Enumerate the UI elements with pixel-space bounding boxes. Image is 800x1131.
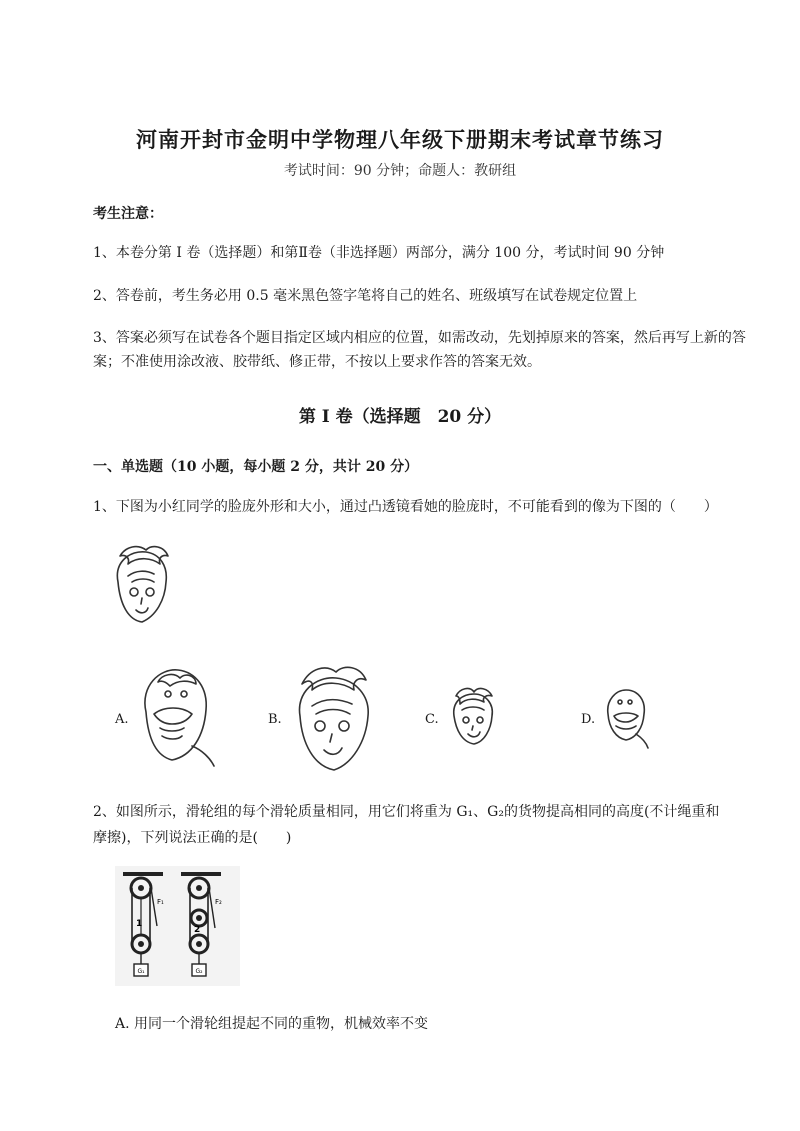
label-g2: G₂ <box>195 968 203 975</box>
label-2: 2 <box>194 925 201 935</box>
ceiling-1 <box>123 872 163 876</box>
label-1: 1 <box>136 919 143 929</box>
page-title: 河南开封市金明中学物理八年级下册期末考试章节练习 <box>136 127 664 152</box>
question-group-heading: 一、单选题（10 小题，每小题 2 分，共计 20 分） <box>93 459 419 475</box>
face-option-d-image <box>600 686 650 750</box>
question-1-text: 1、下图为小红同学的脸庞外形和大小，通过凸透镜看她的脸庞时，不可能看到的像为下图的（ ） <box>93 499 718 515</box>
label-g1: G₁ <box>137 968 145 975</box>
option-a-label[interactable]: A. <box>115 712 129 727</box>
option-label: A. <box>115 1016 130 1032</box>
pulley-system-figure <box>115 866 240 986</box>
question-2-text-line2: 摩擦)，下列说法正确的是( ) <box>93 830 292 846</box>
label-f2: F₂ <box>215 898 222 906</box>
face-option-b-image <box>290 660 376 778</box>
notice-item-3: 3、答案必须写在试卷各个题目指定区域内相应的位置，如需改动，先划掉原来的答案，然后再写上新的答案；不准使用涂改液、胶带纸、修正带，不按以上要求作答的答案无效。 <box>93 330 746 370</box>
notice-item-1: 1、本卷分第 I 卷（选择题）和第Ⅱ卷（非选择题）两部分，满分 100 分，考试时间 90 分钟 <box>93 245 665 261</box>
exam-info: 考试时间：90 分钟；命题人：教研组 <box>283 163 517 179</box>
question-2-option-a[interactable] <box>115 1013 428 1033</box>
option-b-label[interactable]: B. <box>268 712 282 727</box>
label-f1: F₁ <box>157 898 164 906</box>
section-title: 第 I 卷（选择题 20 分） <box>298 407 502 427</box>
option-text: 用同一个滑轮组提起不同的重物，机械效率不变 <box>134 1016 429 1032</box>
face-option-a-image <box>132 662 218 772</box>
notice-label: 考生注意： <box>93 206 163 222</box>
face-option-c-image <box>448 686 498 750</box>
ceiling-2 <box>181 872 221 876</box>
option-c-label[interactable]: C. <box>425 712 439 727</box>
option-d-label[interactable]: D. <box>581 712 596 727</box>
notice-item-2: 2、答卷前，考生务必用 0.5 毫米黑色签字笔将自己的姓名、班级填写在试卷规定位置上 <box>93 288 638 304</box>
question-2-text-line1: 2、如图所示，滑轮组的每个滑轮质量相同，用它们将重为 G₁、G₂的货物提高相同的高度(不计绳重和 <box>93 804 720 820</box>
face-reference-image <box>108 542 180 632</box>
